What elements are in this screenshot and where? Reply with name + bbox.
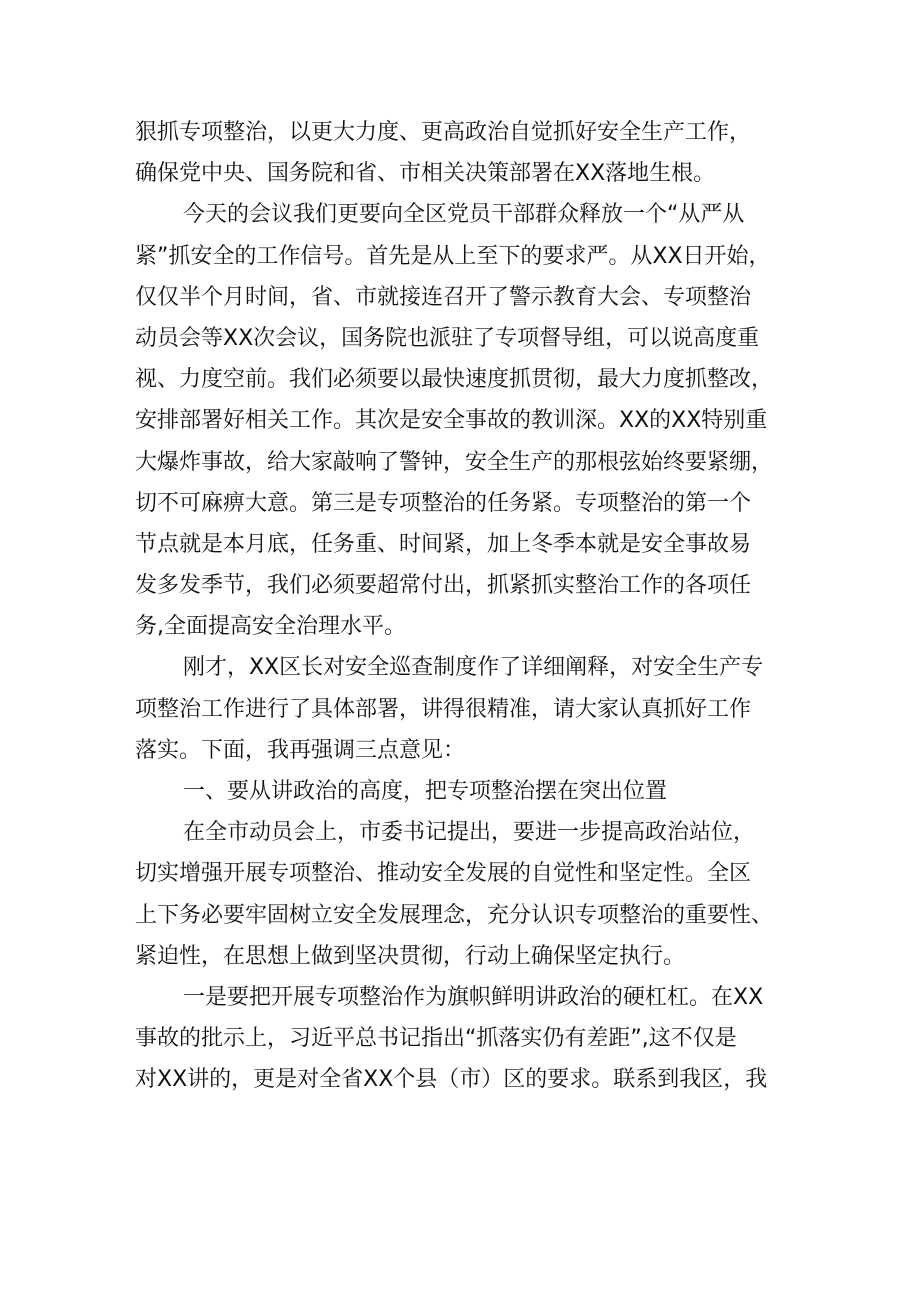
text-line: 视、力度空前。我们必须要以最快速度抓贯彻，最大力度抓整改， — [135, 367, 774, 393]
text-line: 一是要把开展专项整治作为旗帜鲜明讲政治的硬杠杠。在XX — [183, 984, 764, 1010]
paragraph — [135, 977, 815, 1101]
text-line: 狠抓专项整治，以更大力度、更高政治自觉抓好安全生产工作， — [135, 120, 752, 145]
paragraph — [135, 771, 815, 812]
text-line: 对XX讲的，更是对全省XX个县（市）区的要求。联系到我区，我 — [135, 1067, 768, 1093]
document-body — [135, 112, 815, 1101]
text-line: 上下务必要牢固树立安全发展理念，充分认识专项整治的重要性、 — [135, 902, 774, 928]
paragraph — [135, 112, 815, 194]
text-line: 务,全面提高安全治理水平。 — [135, 614, 406, 640]
paragraph — [135, 194, 815, 647]
text-line: 确保党中央、国务院和省、市相关决策部署在XX落地生根。 — [135, 161, 716, 187]
text-line: 大爆炸事故，给大家敲响了警钟，安全生产的那根弦始终要紧绷， — [135, 449, 774, 475]
text-line: 安排部署好相关工作。其次是安全事故的教训深。XX的XX特别重 — [135, 408, 768, 434]
text-line: 今天的会议我们更要向全区党员干部群众释放一个“从严从 — [183, 202, 745, 228]
text-line: 仅仅半个月时间，省、市就接连召开了警示教育大会、专项整治 — [135, 284, 752, 310]
text-line: 事故的批示上，习近平总书记指出“抓落实仍有差距”,这不仅是 — [135, 1026, 737, 1052]
text-line: 刚才，XX区长对安全巡查制度作了详细阐释，对安全生产专 — [183, 655, 764, 681]
text-line: 落实。下面，我再强调三点意见： — [135, 737, 466, 763]
text-line: 紧迫性，在思想上做到坚决贯彻，行动上确保坚定执行。 — [135, 943, 686, 969]
text-line: 一、要从讲政治的高度，把专项整治摆在突出位置 — [183, 779, 668, 804]
text-line: 在全市动员会上，市委书记提出，要进一步提高政治站位， — [183, 820, 756, 846]
text-line: 紧”抓安全的工作信号。首先是从上至下的要求严。从XX日开始， — [135, 243, 771, 269]
text-line: 项整治工作进行了具体部署，讲得很精准，请大家认真抓好工作 — [135, 696, 752, 722]
text-line: 动员会等XX次会议，国务院也派驻了专项督导组，可以说高度重 — [135, 325, 760, 351]
text-line: 切不可麻痹大意。第三是专项整治的任务紧。专项整治的第一个 — [135, 490, 752, 516]
text-line: 发多发季节，我们必须要超常付出，抓紧抓实整治工作的各项任 — [135, 573, 752, 599]
text-line: 节点就是本月底，任务重、时间紧，加上冬季本就是安全事故易 — [135, 531, 752, 557]
paragraph — [135, 812, 815, 977]
text-line: 切实增强开展专项整治、推动安全发展的自觉性和坚定性。全区 — [135, 861, 752, 887]
paragraph — [135, 647, 815, 771]
